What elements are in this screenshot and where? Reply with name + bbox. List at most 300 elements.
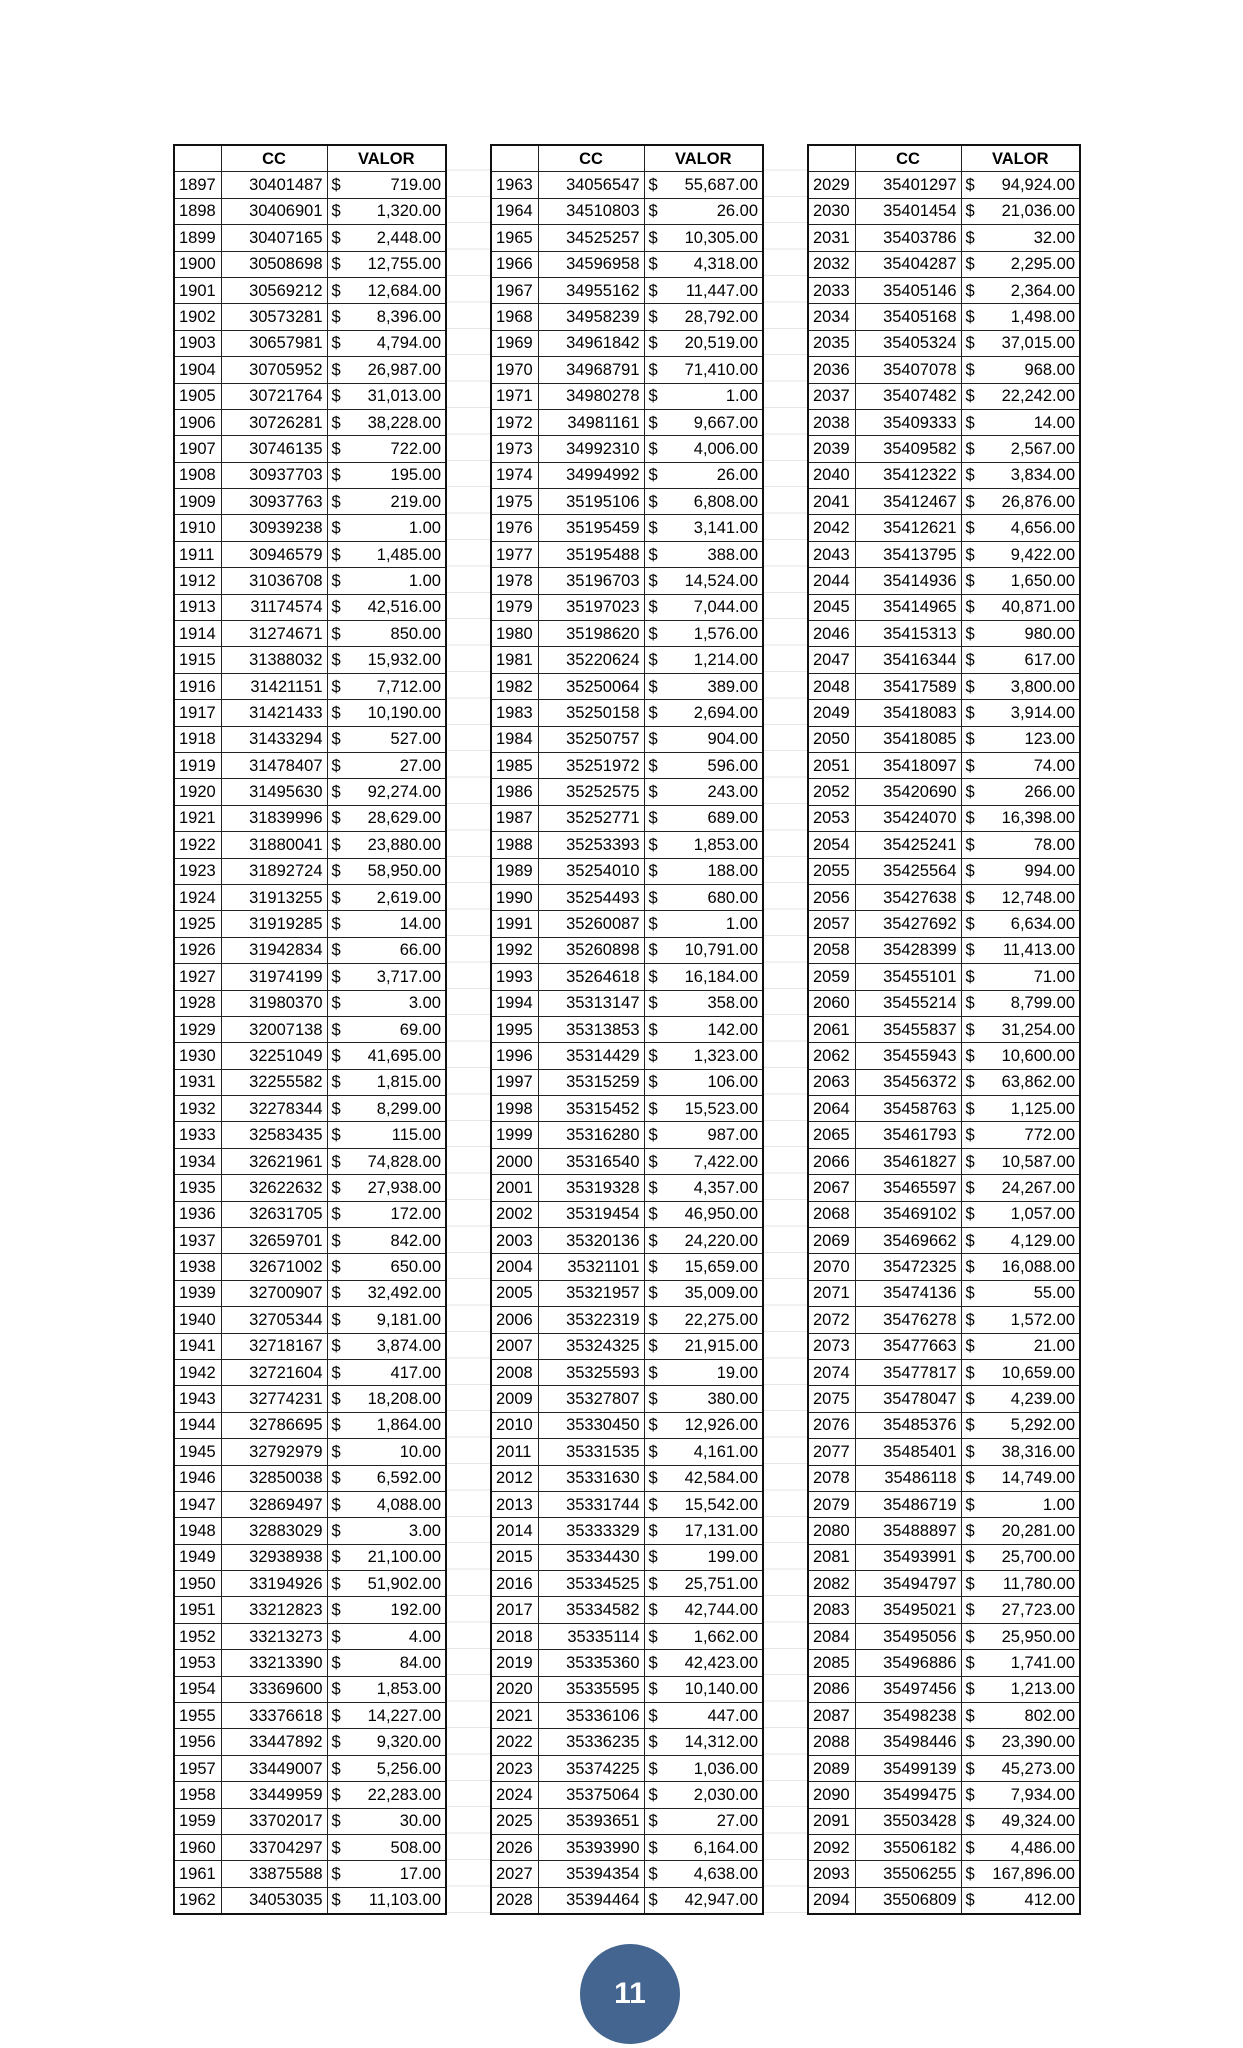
amount: 11,103.00 xyxy=(368,1891,441,1910)
gap-gridlines xyxy=(447,144,490,1915)
table-row xyxy=(491,726,763,752)
table-row xyxy=(491,1307,763,1333)
table-row xyxy=(174,1518,446,1544)
currency-symbol: $ xyxy=(331,1574,341,1593)
table-row xyxy=(491,884,763,910)
amount: 22,275.00 xyxy=(684,1310,758,1329)
currency-symbol: $ xyxy=(331,571,341,590)
valor-cell xyxy=(644,1597,763,1623)
valor-header: VALOR xyxy=(961,145,1080,172)
table-row xyxy=(491,357,763,383)
row-index: 1935 xyxy=(174,1175,221,1201)
amount: 10,791.00 xyxy=(684,941,758,960)
cc-cell: 31839996 xyxy=(221,805,327,831)
cc-cell: 35313853 xyxy=(538,1016,644,1042)
currency-symbol: $ xyxy=(331,1706,341,1725)
table-row xyxy=(491,462,763,488)
cc-cell: 35375064 xyxy=(538,1782,644,1808)
cc-cell: 35334430 xyxy=(538,1544,644,1570)
currency-symbol: $ xyxy=(648,1627,658,1646)
amount: 27,723.00 xyxy=(1001,1601,1075,1620)
table-row xyxy=(174,1043,446,1069)
currency-symbol: $ xyxy=(648,1363,658,1382)
currency-symbol: $ xyxy=(331,519,341,538)
amount: 1,815.00 xyxy=(376,1073,441,1092)
amount: 14,749.00 xyxy=(1001,1469,1075,1488)
row-index: 1919 xyxy=(174,752,221,778)
currency-symbol: $ xyxy=(331,1020,341,1039)
amount: 26.00 xyxy=(716,202,758,221)
data-table-1 xyxy=(173,144,447,1915)
valor-cell xyxy=(961,1096,1080,1122)
cc-cell: 31913255 xyxy=(221,884,327,910)
cc-cell: 35330450 xyxy=(538,1412,644,1438)
valor-cell xyxy=(327,858,446,884)
amount: 20,519.00 xyxy=(684,334,758,353)
cc-cell: 35472325 xyxy=(855,1254,961,1280)
row-index: 2047 xyxy=(808,647,855,673)
valor-cell xyxy=(961,1703,1080,1729)
row-index: 2070 xyxy=(808,1254,855,1280)
currency-symbol: $ xyxy=(648,1231,658,1250)
valor-cell xyxy=(961,621,1080,647)
valor-cell xyxy=(961,462,1080,488)
amount: 2,364.00 xyxy=(1010,281,1075,300)
currency-symbol: $ xyxy=(648,994,658,1013)
table-row xyxy=(491,832,763,858)
amount: 142.00 xyxy=(707,1020,758,1039)
table-row xyxy=(491,1782,763,1808)
cc-cell: 32774231 xyxy=(221,1386,327,1412)
currency-symbol: $ xyxy=(965,1099,975,1118)
table-row xyxy=(174,1096,446,1122)
row-index: 2046 xyxy=(808,621,855,647)
amount: 11,447.00 xyxy=(685,281,758,300)
amount: 1.00 xyxy=(408,519,441,538)
cc-cell: 34053035 xyxy=(221,1887,327,1914)
cc-cell: 33449007 xyxy=(221,1755,327,1781)
valor-cell xyxy=(327,357,446,383)
table-row xyxy=(174,621,446,647)
row-index: 2044 xyxy=(808,568,855,594)
valor-cell xyxy=(327,990,446,1016)
row-index: 2087 xyxy=(808,1703,855,1729)
amount: 8,799.00 xyxy=(1010,994,1075,1013)
cc-cell: 32850038 xyxy=(221,1465,327,1491)
table-row xyxy=(808,251,1080,277)
currency-symbol: $ xyxy=(965,360,975,379)
cc-cell: 35485376 xyxy=(855,1412,961,1438)
valor-cell xyxy=(961,436,1080,462)
amount: 9,667.00 xyxy=(693,413,758,432)
table-row xyxy=(808,1518,1080,1544)
cc-cell: 32721604 xyxy=(221,1359,327,1385)
row-index: 2033 xyxy=(808,277,855,303)
valor-cell xyxy=(327,1835,446,1861)
amount: 6,164.00 xyxy=(693,1838,758,1857)
currency-symbol: $ xyxy=(648,1495,658,1514)
amount: 167,896.00 xyxy=(992,1865,1075,1884)
currency-symbol: $ xyxy=(331,941,341,960)
cc-cell: 34596958 xyxy=(538,251,644,277)
table-row xyxy=(174,1650,446,1676)
cc-cell: 35414936 xyxy=(855,568,961,594)
valor-cell xyxy=(644,779,763,805)
cc-cell: 30705952 xyxy=(221,357,327,383)
table-row xyxy=(808,1016,1080,1042)
amount: 980.00 xyxy=(1024,624,1075,643)
valor-cell xyxy=(644,1254,763,1280)
cc-cell: 35196703 xyxy=(538,568,644,594)
table-row xyxy=(491,1729,763,1755)
table-row xyxy=(174,172,446,198)
table-row xyxy=(491,1228,763,1254)
cc-cell: 35497456 xyxy=(855,1676,961,1702)
valor-cell xyxy=(327,1623,446,1649)
cc-cell: 35415313 xyxy=(855,621,961,647)
row-index: 2020 xyxy=(491,1676,538,1702)
amount: 3,914.00 xyxy=(1010,703,1075,722)
table-row xyxy=(491,1518,763,1544)
row-index: 2085 xyxy=(808,1650,855,1676)
row-index: 1933 xyxy=(174,1122,221,1148)
amount: 4,006.00 xyxy=(693,439,758,458)
table-row xyxy=(174,911,446,937)
cc-cell: 35393990 xyxy=(538,1835,644,1861)
row-index: 2091 xyxy=(808,1808,855,1834)
valor-cell xyxy=(961,937,1080,963)
table-row xyxy=(174,1386,446,1412)
amount: 6,808.00 xyxy=(693,492,758,511)
row-index: 1998 xyxy=(491,1096,538,1122)
row-index: 2007 xyxy=(491,1333,538,1359)
valor-cell xyxy=(961,990,1080,1016)
cc-cell: 35427638 xyxy=(855,884,961,910)
row-index: 1940 xyxy=(174,1307,221,1333)
table-row xyxy=(808,1386,1080,1412)
column-gap xyxy=(447,144,490,1915)
currency-symbol: $ xyxy=(648,1733,658,1752)
table-row xyxy=(174,1201,446,1227)
row-index: 2052 xyxy=(808,779,855,805)
currency-symbol: $ xyxy=(648,255,658,274)
valor-cell xyxy=(961,1676,1080,1702)
table-row xyxy=(808,1623,1080,1649)
row-index: 2065 xyxy=(808,1122,855,1148)
cc-cell: 35493991 xyxy=(855,1544,961,1570)
currency-symbol: $ xyxy=(648,1865,658,1884)
row-index: 1958 xyxy=(174,1782,221,1808)
amount: 21,036.00 xyxy=(1001,202,1075,221)
valor-cell xyxy=(327,911,446,937)
amount: 16,184.00 xyxy=(684,967,758,986)
cc-cell: 31421433 xyxy=(221,700,327,726)
amount: 45,273.00 xyxy=(1001,1759,1075,1778)
valor-cell xyxy=(644,409,763,435)
valor-cell xyxy=(644,515,763,541)
cc-cell: 35418083 xyxy=(855,700,961,726)
cc-cell: 34961842 xyxy=(538,330,644,356)
valor-cell xyxy=(327,1491,446,1517)
row-index: 1942 xyxy=(174,1359,221,1385)
currency-symbol: $ xyxy=(965,1469,975,1488)
cc-cell: 32255582 xyxy=(221,1069,327,1095)
table-row xyxy=(174,1254,446,1280)
currency-symbol: $ xyxy=(331,677,341,696)
row-index: 1913 xyxy=(174,594,221,620)
amount: 74.00 xyxy=(1033,756,1075,775)
valor-cell xyxy=(961,1571,1080,1597)
currency-symbol: $ xyxy=(331,1680,341,1699)
cc-cell: 35254493 xyxy=(538,884,644,910)
row-index: 1901 xyxy=(174,277,221,303)
amount: 7,712.00 xyxy=(376,677,441,696)
cc-cell: 35393651 xyxy=(538,1808,644,1834)
valor-cell xyxy=(644,462,763,488)
valor-cell xyxy=(644,1676,763,1702)
table-row xyxy=(174,594,446,620)
amount: 4,357.00 xyxy=(693,1178,758,1197)
table-row xyxy=(808,594,1080,620)
amount: 358.00 xyxy=(707,994,758,1013)
currency-symbol: $ xyxy=(648,1601,658,1620)
amount: 968.00 xyxy=(1024,360,1075,379)
row-index: 1936 xyxy=(174,1201,221,1227)
currency-symbol: $ xyxy=(648,1653,658,1672)
cc-cell: 32659701 xyxy=(221,1228,327,1254)
amount: 266.00 xyxy=(1024,783,1075,802)
table-row xyxy=(491,673,763,699)
valor-cell xyxy=(644,594,763,620)
row-index: 1929 xyxy=(174,1016,221,1042)
cc-cell: 33447892 xyxy=(221,1729,327,1755)
amount: 15,523.00 xyxy=(684,1099,758,1118)
amount: 388.00 xyxy=(707,545,758,564)
row-index: 1905 xyxy=(174,383,221,409)
amount: 46,950.00 xyxy=(684,1205,758,1224)
row-index: 1993 xyxy=(491,964,538,990)
currency-symbol: $ xyxy=(648,1258,658,1277)
row-index: 1902 xyxy=(174,304,221,330)
table-row xyxy=(808,1148,1080,1174)
row-index: 1951 xyxy=(174,1597,221,1623)
table-row xyxy=(174,1122,446,1148)
row-index: 1970 xyxy=(491,357,538,383)
row-index: 2062 xyxy=(808,1043,855,1069)
amount: 71.00 xyxy=(1033,967,1075,986)
amount: 842.00 xyxy=(390,1231,441,1250)
amount: 772.00 xyxy=(1024,1126,1075,1145)
valor-cell xyxy=(961,1254,1080,1280)
row-index: 2061 xyxy=(808,1016,855,1042)
table-row xyxy=(491,251,763,277)
currency-symbol: $ xyxy=(331,1495,341,1514)
cc-cell: 34525257 xyxy=(538,225,644,251)
table-row xyxy=(491,647,763,673)
currency-symbol: $ xyxy=(965,545,975,564)
cc-cell: 35496886 xyxy=(855,1650,961,1676)
cc-cell: 35322319 xyxy=(538,1307,644,1333)
amount: 1,853.00 xyxy=(376,1680,441,1699)
row-index: 1899 xyxy=(174,225,221,251)
row-index: 2039 xyxy=(808,436,855,462)
currency-symbol: $ xyxy=(965,1785,975,1804)
currency-symbol: $ xyxy=(331,387,341,406)
amount: 14,524.00 xyxy=(684,571,758,590)
page-number-badge: 11 xyxy=(580,1944,680,2044)
row-index: 1980 xyxy=(491,621,538,647)
amount: 24,267.00 xyxy=(1001,1178,1075,1197)
row-index: 2000 xyxy=(491,1148,538,1174)
cc-header: CC xyxy=(855,145,961,172)
row-index: 1922 xyxy=(174,832,221,858)
row-index: 1950 xyxy=(174,1571,221,1597)
cc-cell: 35428399 xyxy=(855,937,961,963)
amount: 199.00 xyxy=(707,1548,758,1567)
row-index: 1984 xyxy=(491,726,538,752)
valor-cell xyxy=(961,832,1080,858)
row-index: 2012 xyxy=(491,1465,538,1491)
currency-symbol: $ xyxy=(965,624,975,643)
valor-cell xyxy=(327,489,446,515)
valor-cell xyxy=(327,1676,446,1702)
row-index: 2042 xyxy=(808,515,855,541)
table-row xyxy=(808,1755,1080,1781)
currency-symbol: $ xyxy=(965,1838,975,1857)
table-row xyxy=(491,1201,763,1227)
valor-cell xyxy=(961,1280,1080,1306)
amount: 10,140.00 xyxy=(684,1680,758,1699)
amount: 1,323.00 xyxy=(693,1046,758,1065)
row-index: 1962 xyxy=(174,1887,221,1914)
valor-cell xyxy=(644,198,763,224)
cc-cell: 35498238 xyxy=(855,1703,961,1729)
table-row xyxy=(174,1148,446,1174)
amount: 22,283.00 xyxy=(367,1785,441,1804)
cc-cell: 34510803 xyxy=(538,198,644,224)
valor-cell xyxy=(327,277,446,303)
amount: 32,492.00 xyxy=(367,1284,441,1303)
table-row xyxy=(808,1861,1080,1887)
table-row xyxy=(808,673,1080,699)
row-index: 1965 xyxy=(491,225,538,251)
cc-cell: 35498446 xyxy=(855,1729,961,1755)
valor-cell xyxy=(327,726,446,752)
amount: 1,741.00 xyxy=(1010,1653,1075,1672)
table-row xyxy=(808,1201,1080,1227)
cc-cell: 34958239 xyxy=(538,304,644,330)
currency-symbol: $ xyxy=(965,783,975,802)
valor-cell xyxy=(961,1887,1080,1914)
table-row xyxy=(808,911,1080,937)
valor-cell xyxy=(327,1597,446,1623)
amount: 38,316.00 xyxy=(1001,1442,1075,1461)
currency-symbol: $ xyxy=(331,1653,341,1672)
cc-cell: 35405146 xyxy=(855,277,961,303)
cc-cell: 35409333 xyxy=(855,409,961,435)
row-index: 2019 xyxy=(491,1650,538,1676)
table-row xyxy=(174,1729,446,1755)
cc-cell: 31174574 xyxy=(221,594,327,620)
valor-cell xyxy=(327,462,446,488)
valor-cell xyxy=(644,1122,763,1148)
valor-cell xyxy=(327,1729,446,1755)
amount: 22,242.00 xyxy=(1001,387,1075,406)
currency-symbol: $ xyxy=(331,809,341,828)
valor-cell xyxy=(644,1148,763,1174)
table-row xyxy=(491,1623,763,1649)
row-index: 2088 xyxy=(808,1729,855,1755)
row-index: 2014 xyxy=(491,1518,538,1544)
row-index: 2048 xyxy=(808,673,855,699)
table-row xyxy=(491,1254,763,1280)
cc-cell: 35469662 xyxy=(855,1228,961,1254)
valor-cell xyxy=(327,1280,446,1306)
table-row xyxy=(808,1544,1080,1570)
valor-cell xyxy=(327,1544,446,1570)
table-row xyxy=(174,541,446,567)
row-index: 2031 xyxy=(808,225,855,251)
cc-cell: 35478047 xyxy=(855,1386,961,1412)
currency-symbol: $ xyxy=(965,677,975,696)
amount: 6,634.00 xyxy=(1010,915,1075,934)
cc-cell: 35405168 xyxy=(855,304,961,330)
currency-symbol: $ xyxy=(331,1865,341,1884)
table-row xyxy=(491,1544,763,1570)
amount: 9,181.00 xyxy=(376,1310,441,1329)
row-index: 2001 xyxy=(491,1175,538,1201)
table-row xyxy=(491,1676,763,1702)
currency-symbol: $ xyxy=(331,466,341,485)
row-index: 1976 xyxy=(491,515,538,541)
amount: 35,009.00 xyxy=(684,1284,758,1303)
amount: 1,213.00 xyxy=(1010,1680,1075,1699)
valor-cell xyxy=(327,700,446,726)
row-index: 2035 xyxy=(808,330,855,356)
row-index: 2069 xyxy=(808,1228,855,1254)
cc-cell: 35394464 xyxy=(538,1887,644,1914)
amount: 49,324.00 xyxy=(1001,1812,1075,1831)
cc-cell: 35418097 xyxy=(855,752,961,778)
currency-symbol: $ xyxy=(965,915,975,934)
cc-cell: 30569212 xyxy=(221,277,327,303)
row-index: 1941 xyxy=(174,1333,221,1359)
row-index: 2003 xyxy=(491,1228,538,1254)
amount: 172.00 xyxy=(390,1205,441,1224)
table-row xyxy=(174,964,446,990)
table-row xyxy=(174,752,446,778)
row-index: 2018 xyxy=(491,1623,538,1649)
table-row xyxy=(808,568,1080,594)
cc-cell: 34056547 xyxy=(538,172,644,198)
amount: 15,932.00 xyxy=(367,651,441,670)
currency-symbol: $ xyxy=(965,387,975,406)
amount: 15,542.00 xyxy=(684,1495,758,1514)
valor-cell xyxy=(961,1729,1080,1755)
valor-cell xyxy=(644,1069,763,1095)
valor-cell xyxy=(327,1412,446,1438)
valor-cell xyxy=(327,647,446,673)
currency-symbol: $ xyxy=(331,1126,341,1145)
amount: 32.00 xyxy=(1033,228,1075,247)
valor-cell xyxy=(961,647,1080,673)
cc-cell: 35413795 xyxy=(855,541,961,567)
currency-symbol: $ xyxy=(331,1284,341,1303)
currency-symbol: $ xyxy=(965,1653,975,1672)
currency-symbol: $ xyxy=(648,1838,658,1857)
currency-symbol: $ xyxy=(331,967,341,986)
row-index: 1904 xyxy=(174,357,221,383)
